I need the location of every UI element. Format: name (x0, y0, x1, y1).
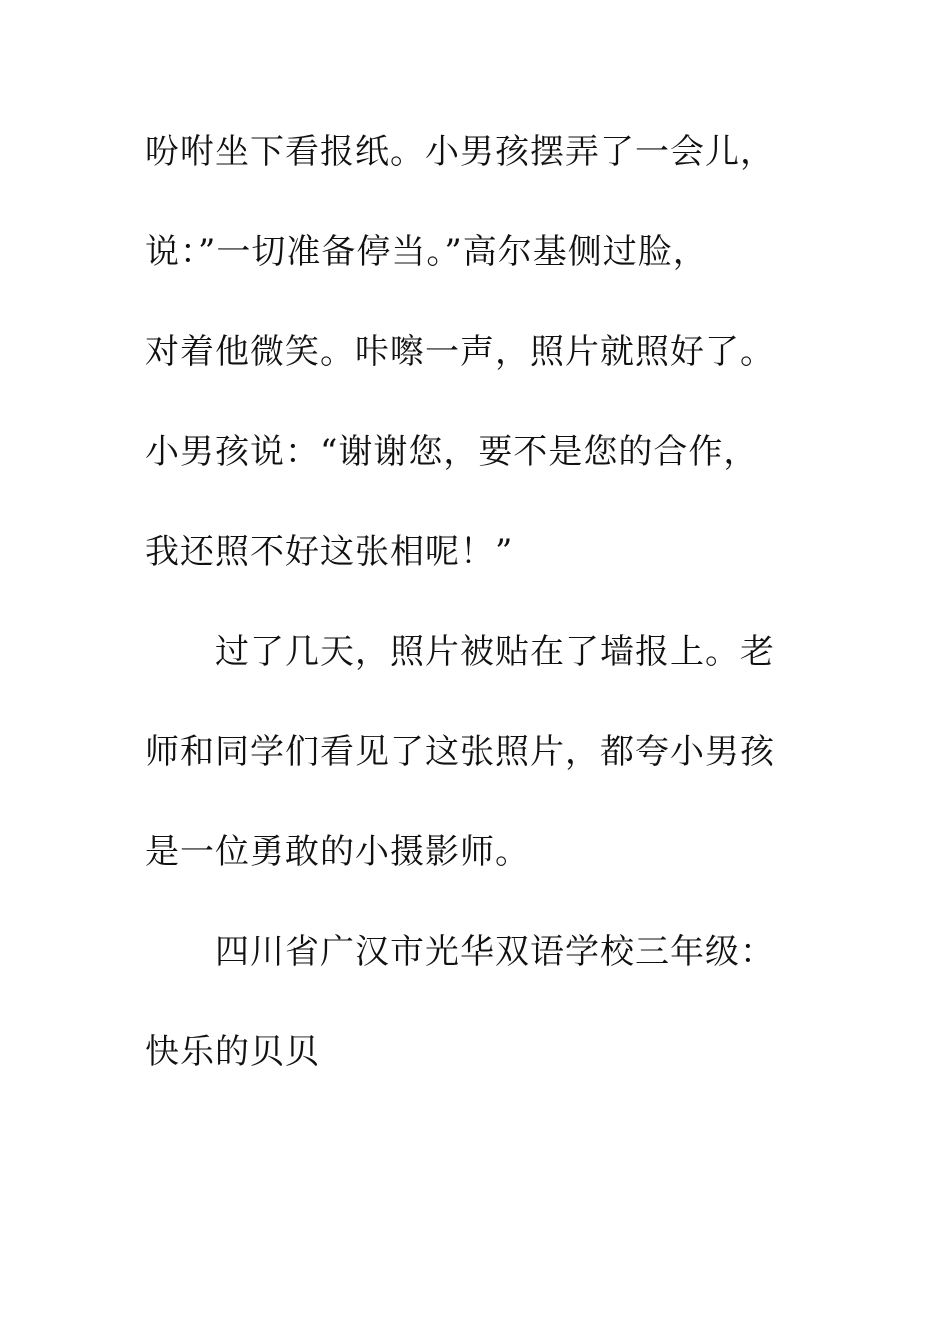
text-line: 对着他微笑。咔嚓一声，照片就照好了。 (145, 332, 775, 372)
author-name-line: 快乐的贝贝 (145, 1032, 320, 1072)
text-line: 小男孩说：“谢谢您，要不是您的合作， (145, 432, 759, 472)
text-line: 是一位勇敢的小摄影师。 (145, 832, 530, 872)
text-line: 吩咐坐下看报纸。小男孩摆弄了一会儿， (145, 132, 775, 172)
text-line: 师和同学们看见了这张照片，都夸小男孩 (145, 732, 775, 772)
paragraph-start-line: 过了几天，照片被贴在了墙报上。老 (215, 632, 775, 672)
text-line: 我还照不好这张相呢！” (145, 532, 514, 572)
author-school-line: 四川省广汉市光华双语学校三年级： (215, 932, 775, 972)
text-line: 说：”一切准备停当。”高尔基侧过脸， (145, 232, 708, 272)
